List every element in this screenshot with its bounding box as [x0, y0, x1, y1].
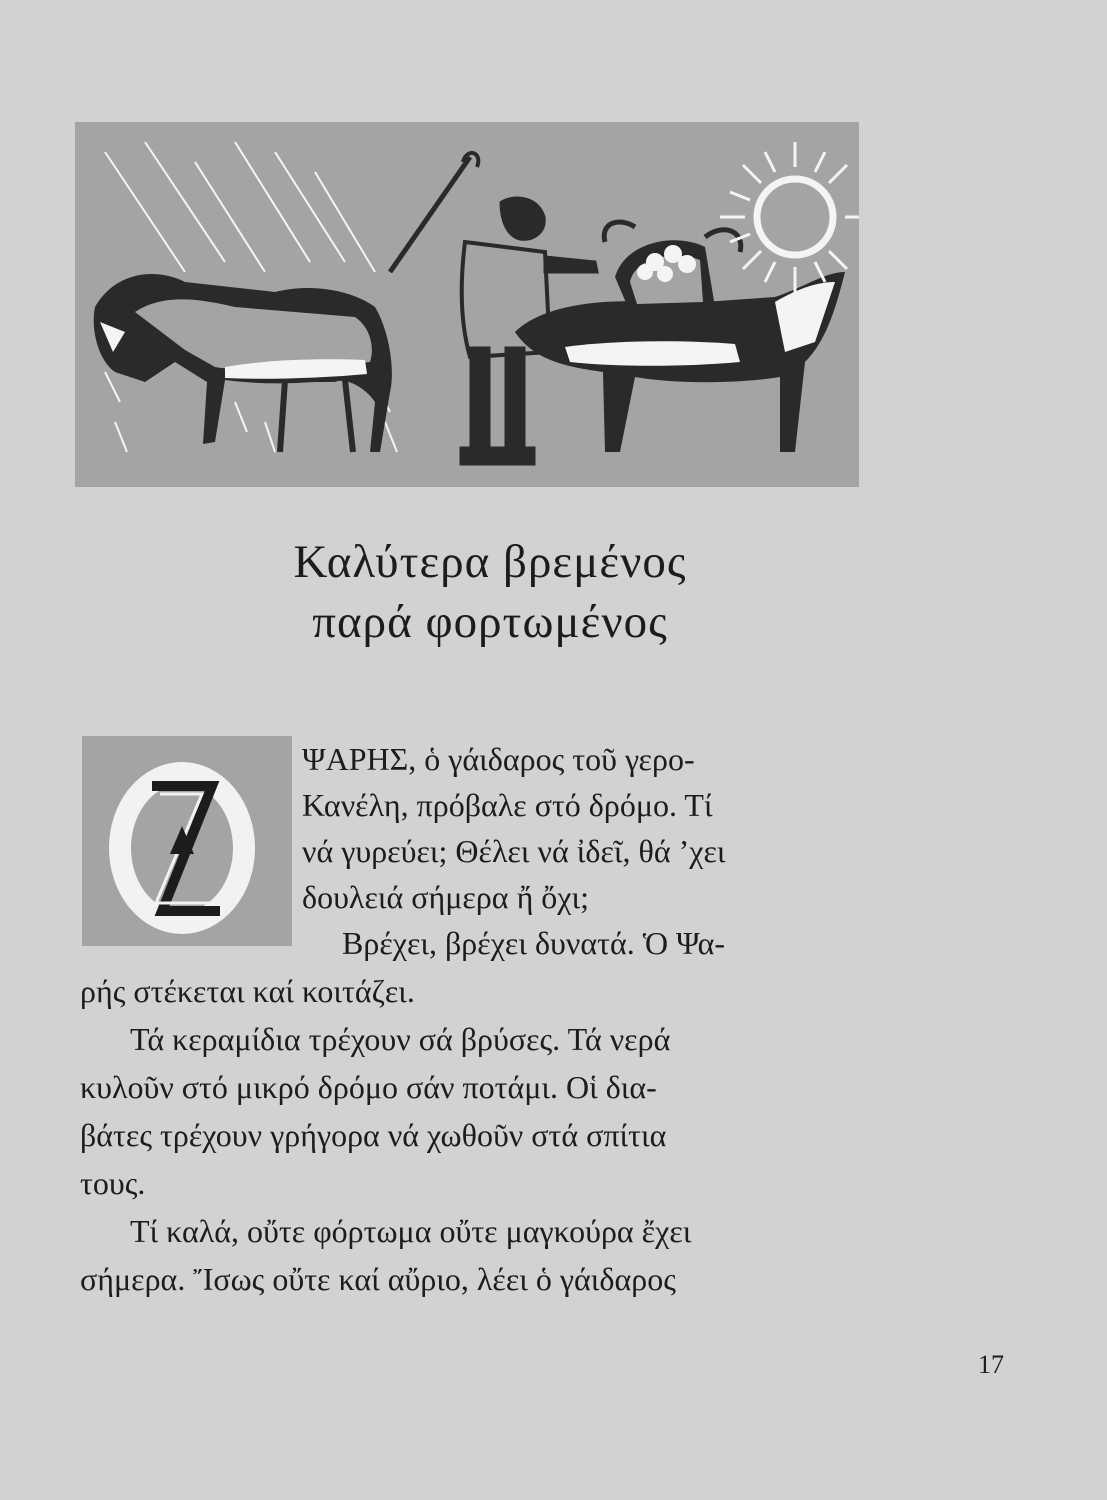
page-number: 17 — [978, 1350, 1004, 1379]
svg-text:Ο: Ο — [181, 876, 183, 877]
story-title — [120, 532, 860, 652]
text-line: ΨΑΡΗΣ, ὁ γάιδαρος τοῦ γερο- — [302, 741, 695, 777]
text-line: σήμερα. Ἴσως οὔτε καί αὔριο, λέει ὁ γάιδαρος — [80, 1261, 676, 1297]
title-line-2: παρά φορτωμένος — [312, 596, 668, 648]
text-line: Τά κεραμίδια τρέχουν σά βρύσες. Τά νερά — [130, 1021, 671, 1057]
drop-cap-letter — [82, 736, 292, 946]
text-line: νά γυρεύει; Θέλει νά ἰδεῖ, θά ’χει — [302, 833, 726, 869]
text-line: Τί καλά, οὔτε φόρτωμα οὔτε μαγκούρα ἔχει — [130, 1213, 692, 1249]
text-line: Κανέλη, πρόβαλε στό δρόμο. Τί — [302, 787, 713, 823]
text-line: Βρέχει, βρέχει δυνατά. Ὁ Ψα- — [342, 925, 726, 961]
text-line: κυλοῦν στό μικρό δρόμο σάν ποτάμι. Οἱ δια- — [80, 1069, 657, 1105]
text-line: δουλειά σήμερα ἤ ὄχι; — [302, 879, 589, 915]
drop-cap-box — [82, 736, 292, 946]
sun-icon — [720, 142, 859, 292]
text-line: τους. — [80, 1165, 146, 1201]
text-line: βάτες τρέχουν γρήγορα νά χωθοῦν στά σπίτια — [80, 1117, 667, 1153]
illustration-art — [75, 122, 859, 487]
text-line: ρής στέκεται καί κοιτάζει. — [80, 973, 415, 1009]
donkeys-rain-sun-illustration — [75, 122, 859, 487]
title-line-1: Καλύτερα βρεμένος — [293, 536, 687, 588]
wet-donkey-drawing — [94, 274, 392, 452]
